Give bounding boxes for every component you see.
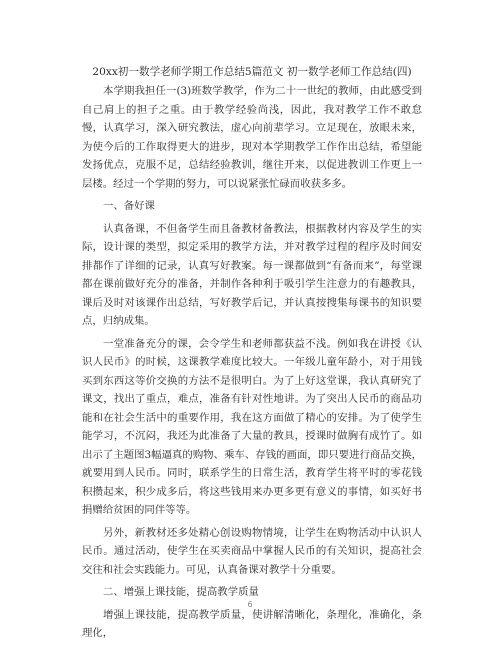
paragraph-new-textbook: 另外，新教材还多处精心创设购物情境，让学生在购物活动中认识人民币。通过活动，使学生在买卖商品中掌握人民币的有关知识，提高社会交往和社会实践能力。可见，认真备课对教学十分重要。 <box>82 526 422 576</box>
paragraph-teaching-skills: 增强上课技能，提高教学质量，使讲解清晰化，条理化，准确化，条理化， <box>82 608 422 639</box>
section-heading-prepare-lessons: 一、备好课 <box>103 200 155 212</box>
document-title: 20xx初一数学老师学期工作总结5篇范文 初一数学老师工作总结(四) <box>92 66 412 78</box>
paragraph-lesson-prep: 认真备课，不但备学生而且备教材备教法，根据教材内容及学生的实际，设计课的类型，拟定采用的教学方法，并对教学过程的程序及时间安排都作了详细的记录，认真写好教案。每一课都做到“有备而来”，每堂课都在课前做好充分的准备，并制作各种利于吸引学生注意力的有趣教具，课后及时对该课作出总结，写好教学后记，并认真按搜集每课书的知识要点，归纳成集。 <box>82 222 422 327</box>
paragraph-intro: 本学期我担任一(3)班数学教学，作为二十一世纪的教师，由此感受到自己肩上的担子之重。由于教学经验尚浅，因此，我对教学工作不敢怠慢，认真学习，深入研究教法，虚心向前辈学习。立足现在，放眼未来，为使今后的工作取得更大的进步，现对本学期教学工作作出总结，希望能发扬优点，克服不足，总结经验教训，继往开来，以促进教训工作更上一层楼。经过一个学期的努力，可以说紧张忙碌而收获多多。 <box>82 85 422 190</box>
document-body <box>82 82 422 647</box>
section-heading-teaching-skills: 二、增强上课技能，提高教学质量 <box>103 586 259 598</box>
page-number: 6 <box>247 600 253 609</box>
paragraph-rmb-example: 一堂准备充分的课，会令学生和老师都获益不浅。例如我在讲授《认识人民币》的时候，这课教学难度比较大。一年级儿童年龄小，对于用钱买到东西这等价交换的方法不是很明白。为了上好这堂课，我认真研究了课文，找出了重点，难点，准备有针对性地讲。为了突出人民币的商品功能和在社会生活中的重要作用，我在这方面做了精心的安排。为了使学生能学习，不沉闷，我还为此准备了大量的教具，授课时做胸有成竹了。如出示了主题图3幅逼真的购物、乘车、存钱的画面，即只要进行商品交换，就要用到人民币。同时，联系学生的日常生活，教育学生将平时的零花钱积攒起来，积少成多后，将这些钱用来办更多更有意义的事情，如买好书捐赠给贫困的同伴等等。 <box>82 337 422 516</box>
